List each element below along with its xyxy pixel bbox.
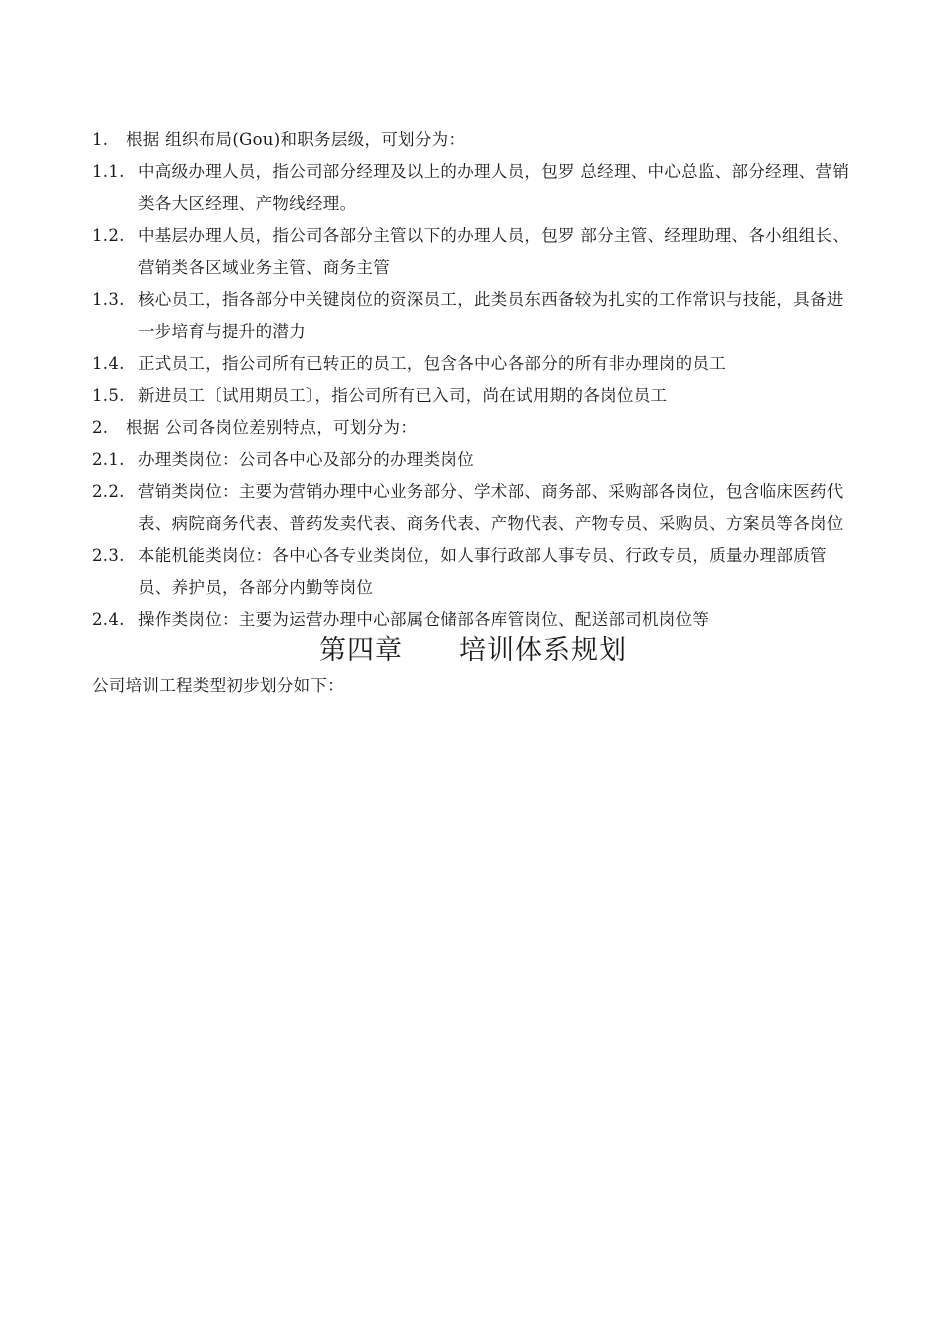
item-number: 1.5. [92,386,125,405]
item-text: 正式员工，指公司所有已转正的员工，包含各中心各部分的所有非办理岗的员工 [138,354,726,373]
item-number: 1. [92,130,109,149]
list-item [92,444,854,476]
list-item [92,412,854,444]
item-number: 1.3. [92,290,125,309]
item-number: 1.4. [92,354,125,373]
list-item [92,156,854,220]
item-number: 1.1. [92,162,125,181]
list-item [92,220,854,284]
list-item [92,604,854,636]
item-text: 核心员工，指各部分中关键岗位的资深员工，此类员东西备较为扎实的工作常识与技能，具备进一步培育与提升的潜力 [138,290,844,341]
item-text: 办理类岗位：公司各中心及部分的办理类岗位 [138,450,474,469]
item-number: 2.3. [92,546,125,565]
document-body [92,124,854,702]
chapter-heading: 第四章 培训体系规划 [319,635,627,666]
item-text: 中高级办理人员，指公司部分经理及以上的办理人员，包罗 总经理、中心总监、部分经理、营销类各大区经理、产物线经理。 [138,162,850,213]
item-text: 中基层办理人员，指公司各部分主管以下的办理人员，包罗 部分主管、经理助理、各小组组长、营销类各区域业务主管、商务主管 [138,226,850,277]
list-item [92,540,854,604]
item-text: 新进员工〔试用期员工〕，指公司所有已入司，尚在试用期的各岗位员工 [138,386,668,405]
item-text: 本能机能类岗位：各中心各专业类岗位，如人事行政部人事专员、行政专员，质量办理部质管员、养护员，各部分内勤等岗位 [138,546,827,597]
item-text: 操作类岗位：主要为运营办理中心部属仓储部各库管岗位、配送部司机岗位等 [138,610,710,629]
list-item [92,476,854,540]
list-item [92,348,854,380]
list-item [92,124,854,156]
item-number: 2.2. [92,482,125,501]
item-text: 根据 组织布局(Gou)和职务层级，可划分为： [126,130,466,149]
intro-paragraph: 公司培训工程类型初步划分如下： [92,676,344,695]
item-text: 营销类岗位：主要为营销办理中心业务部分、学术部、商务部、采购部各岗位，包含临床医药代表、病院商务代表、普药发卖代表、商务代表、产物代表、产物专员、采购员、方案员等各岗位 [138,482,844,533]
list-item [92,284,854,348]
item-number: 2.1. [92,450,125,469]
item-number: 2. [92,418,109,437]
item-number: 1.2. [92,226,125,245]
item-text: 根据 公司各岗位差别特点，可划分为： [126,418,418,437]
item-number: 2.4. [92,610,125,629]
list-item [92,380,854,412]
